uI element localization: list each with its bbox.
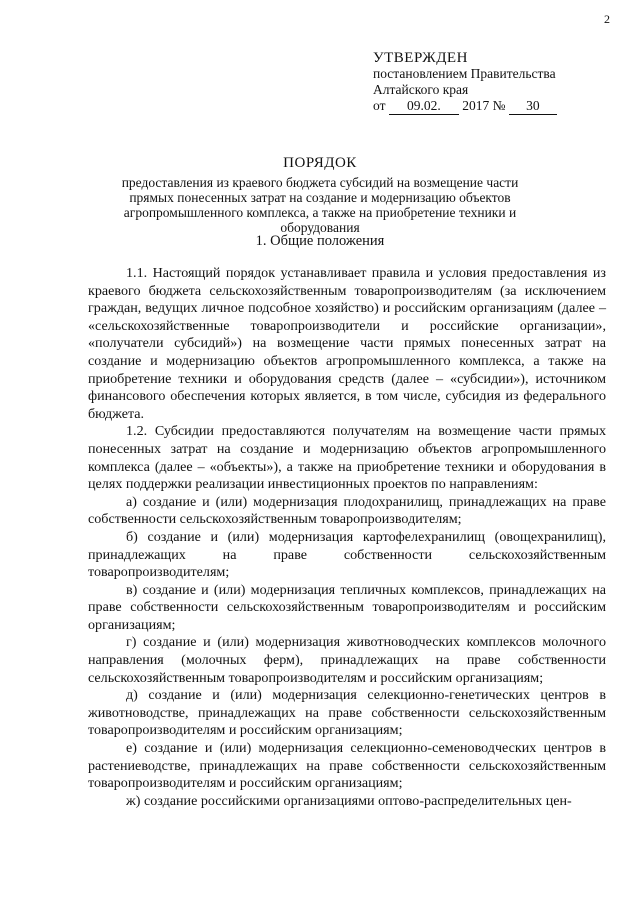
- paragraph-1-1: 1.1. Настоящий порядок устанавливает правила и условия предоставления из краевого бюджета сельскохозяйственным товаропроизводителям (за исключением граждан, ведущих личное подсобное хозяйство) и российским организациям (далее – «сельскохозяйственные товаропроизводители и российские организации», «получатели субсидий») на возмещение части прямых понесенных затрат на создание и модернизацию объектов агропромышленного комплекса, а также на приобретение техники и оборудования средств (далее – «субсидии»), источником финансового обеспечения которых является, в том числе, субсидия из федерального бюджета.: [88, 265, 606, 422]
- list-item-a: а) создание и (или) модернизация плодохранилищ, принадлежащих на праве собственности сельскохозяйственным товаропроизводителям;: [88, 493, 606, 528]
- approval-number: 30: [509, 98, 557, 115]
- document-body: [88, 265, 606, 810]
- list-item-e: е) создание и (или) модернизация селекционно-семеноводческих центров в растениеводстве, принадлежащих на праве собственности сельскохозяйственным товаропроизводителям и российским организациям;: [88, 740, 606, 792]
- approval-title: УТВЕРЖДЕН: [373, 50, 468, 66]
- approval-line-2: Алтайского края: [373, 82, 469, 97]
- approval-year: 2017 №: [462, 98, 506, 113]
- list-item-g: г) создание и (или) модернизация животноводческих комплексов молочного направления (молочных ферм), принадлежащих на праве собственности сельскохозяйственным товаропроизводителям и российским организациям;: [88, 634, 606, 686]
- document-title: ПОРЯДОК: [283, 155, 357, 171]
- section-heading: 1. Общие положения: [255, 233, 385, 249]
- date-prefix: от: [373, 98, 386, 113]
- page-number: 2: [604, 12, 610, 26]
- paragraph-1-2: 1.2. Субсидии предоставляются получателям на возмещение части прямых понесенных затрат на создание и модернизацию объектов агропромышленного комплекса (далее – «объекты»), а также на приобретение техники и оборудования в целях поддержки реализации инвестиционных проектов по направлениям:: [88, 423, 606, 493]
- list-item-zh: ж) создание российскими организациями оптово-распределительных цен-: [126, 792, 572, 809]
- list-item-v: в) создание и (или) модернизация тепличных комплексов, принадлежащих на праве собственности сельскохозяйственным товаропроизводителям и российским организациям;: [88, 581, 606, 633]
- document-subtitle: предоставления из краевого бюджета субсидий на возмещение части прямых понесенных затрат на создание и модернизацию объектов агропромышленного комплекса, а также на приобретение техники и оборудования: [121, 175, 519, 235]
- list-item-d: д) создание и (или) модернизация селекционно-генетических центров в животноводстве, принадлежащих на праве собственности сельскохозяйственным товаропроизводителям и российским организациям;: [88, 687, 606, 739]
- approval-stamp: [373, 50, 623, 115]
- list-item-b: б) создание и (или) модернизация картофелехранилищ (овощехранилищ), принадлежащих на праве собственности сельскохозяйственным товаропроизводителям;: [88, 528, 606, 581]
- approval-line-1: постановлением Правительства: [373, 66, 556, 81]
- approval-date-line: [373, 98, 623, 115]
- approval-date: 09.02.: [389, 98, 459, 115]
